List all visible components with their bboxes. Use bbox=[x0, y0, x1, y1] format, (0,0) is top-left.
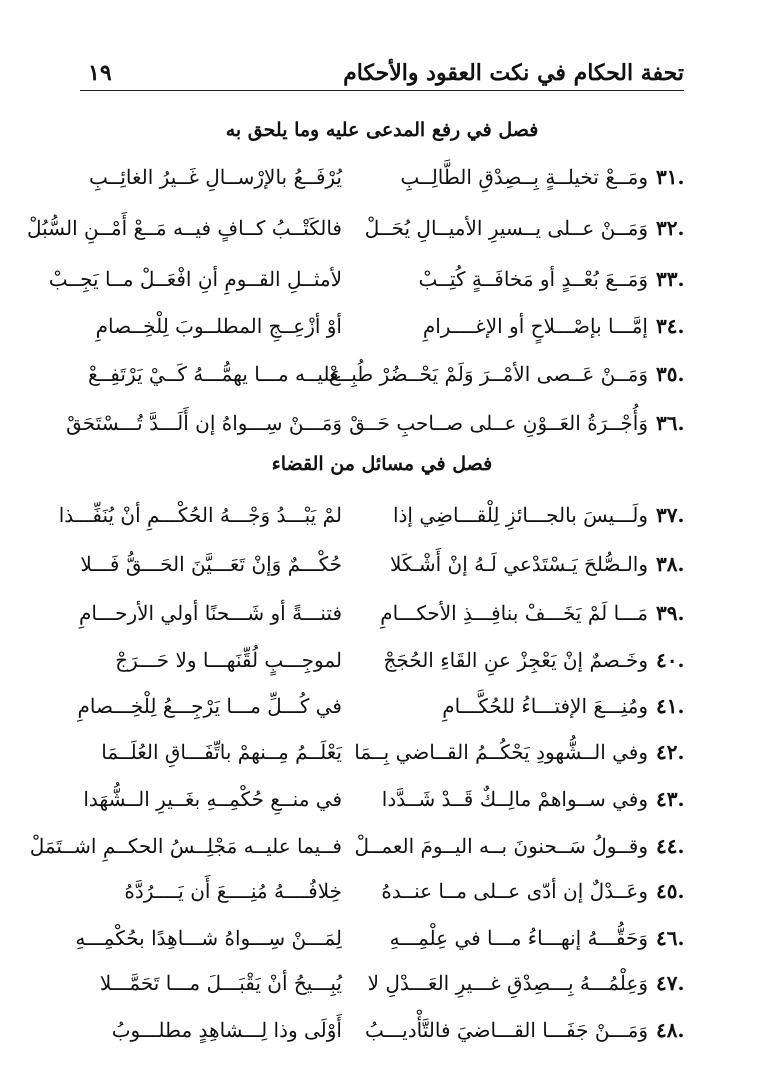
verse-number: ٤١. bbox=[656, 694, 685, 718]
verse-line bbox=[29, 826, 700, 866]
verse-line bbox=[70, 306, 700, 346]
second-hemistich: خِلافُــــهُ مُنِــــعَ أَن يَــــرُدَّهُ bbox=[124, 879, 342, 903]
verse-line bbox=[70, 1010, 700, 1050]
second-hemistich: فــيما عليــه مَجْلِــسُ الحكــمِ اشــتَمَلْ bbox=[29, 834, 342, 858]
second-hemistich: يُرْفَــعُ بالإرْســالِ غَــيرُ الغائِــبِ bbox=[89, 165, 342, 189]
second-hemistich: حُكْـــمٌ وَإنْ تَعَـــيَّنَ الحَـــقُّ فَـــلا bbox=[80, 552, 342, 576]
second-hemistich: لمْ يَبْـــدُ وَجْـــهُ الحُكْـــمِ أنْ يُنَفِّـــذا bbox=[58, 503, 342, 527]
verse-number: ٤٨. bbox=[656, 1018, 685, 1042]
verse-line bbox=[66, 403, 700, 443]
verse-line bbox=[70, 871, 700, 911]
verse-line bbox=[70, 157, 700, 197]
verse-line bbox=[70, 918, 700, 958]
page-header bbox=[80, 58, 684, 91]
verse-line bbox=[70, 779, 700, 819]
first-hemistich: وفي ســواهمْ مالِــكٌ قَــدْ شَــدَّدا bbox=[381, 787, 648, 811]
verse-line bbox=[70, 354, 700, 394]
first-hemistich: وَمَــنْ عــلى يــسيرِ الأميــالِ يُحَــلْ bbox=[364, 216, 648, 240]
verse-number: ٣٦. bbox=[656, 411, 685, 435]
verse-number: ٣١. bbox=[656, 165, 685, 189]
first-hemistich: وخَـصمٌ إنْ يَعْجِزْ عنِ القَاءِ الحُجَجْ bbox=[383, 648, 648, 672]
verse-number: ٣٥. bbox=[656, 362, 685, 386]
second-hemistich: فالكَتْــبُ كــافٍ فيــه مَــعْ أَمْــنِ السُّبُلْ bbox=[26, 216, 342, 240]
first-hemistich: والـصُّلحَ يَـسْتَدْعي لَـهُ إنْ أَشْـكَلا bbox=[390, 552, 648, 576]
section-heading: فصل في رفع المدعى عليه وما يلحق به bbox=[225, 119, 539, 141]
running-title: تحفة الحكام في نكت العقود والأحكام bbox=[343, 60, 684, 86]
second-hemistich: يُبِـــيحُ أنْ يَقْبَـــلَ مـــا تَحَمَّـــلا bbox=[99, 971, 342, 995]
first-hemistich: وعَــدْلٌ إن أدّى عــلى مــا عنــدهُ bbox=[381, 879, 648, 903]
verse-number: ٤٥. bbox=[656, 879, 685, 903]
second-hemistich: لأمثــلِ القــومِ أنِ افْعَــلْ مــا يَجِــبْ bbox=[48, 267, 342, 291]
verse-line bbox=[70, 640, 700, 680]
verse-number: ٤٤. bbox=[656, 834, 685, 858]
verse-number: ٣٣. bbox=[656, 267, 685, 291]
first-hemistich: ولَـــيسَ بالجـــائزِ لِلْقـــاضِي إذا bbox=[392, 503, 648, 527]
second-hemistich: أوْ أزْعِــجِ المطلــوبَ لِلْخِــصامِ bbox=[95, 314, 342, 338]
first-hemistich: وَحَقُّـــهُ إنهـــاءُ مـــا في عِلْمِـــهِ bbox=[389, 926, 648, 950]
first-hemistich: وقــولُ سَــحنونَ بــه اليــومَ العمــلْ bbox=[354, 834, 648, 858]
verse-number: ٤٣. bbox=[656, 787, 685, 811]
verse-number: ٣٢. bbox=[656, 216, 685, 240]
first-hemistich: وَمَــعَ بُعْــدٍ أو مَخافَــةٍ كُتِــبْ bbox=[418, 267, 648, 291]
verse-line bbox=[26, 208, 700, 248]
second-hemistich: أَوْلَى وذا لِـــشاهِدٍ مطلـــوبُ bbox=[111, 1018, 342, 1042]
verse-line bbox=[70, 963, 700, 1003]
verse-number: ٤٢. bbox=[656, 740, 685, 764]
first-hemistich: مَـــا لَمْ يَخَـــفْ بنافِـــذِ الأحكـــامِ bbox=[380, 601, 648, 625]
first-hemistich: وفي الــشُّهودِ يَحْكُــمُ القــاضي بِــمَا bbox=[354, 740, 648, 764]
second-hemistich: لِمَـــنْ سِـــواهُ شـــاهِدًا بحُكْمِـــهِ bbox=[75, 926, 342, 950]
verse-number: ٣٨. bbox=[656, 552, 685, 576]
second-hemistich: يَعْلَــمُ مِــنهمْ باتِّفَـــاقِ العُلَــمَا bbox=[101, 740, 342, 764]
verse-line bbox=[70, 732, 700, 772]
verse-number: ٣٤. bbox=[656, 314, 685, 338]
first-hemistich: ومَــعْ تخيلــةٍ بِــصِدْقِ الطَّالِــبِ bbox=[400, 165, 648, 189]
second-hemistich: لموجِـــبٍ لُقِّنَهـــا ولا حَـــرَجْ bbox=[115, 648, 342, 672]
first-hemistich: وَأُجْــرَةُ العَــوْنِ عــلى صــاحبِ حَــقْ bbox=[349, 411, 648, 435]
second-hemistich: فتنـــةً أو شَـــحنًا أولي الأرحـــامِ bbox=[79, 601, 342, 625]
verse-line bbox=[70, 686, 700, 726]
second-hemistich: عليــه مـــا يهمُّـــهُ كَــيْ يَرْتَفِــعْ bbox=[87, 362, 342, 386]
first-hemistich: إمَّـــا بإصْـــلاحٍ أو الإغــــرامِ bbox=[422, 314, 648, 338]
verse-number: ٤٠. bbox=[656, 648, 685, 672]
verse-line bbox=[70, 593, 700, 633]
section-heading: فصل في مسائل من القضاء bbox=[271, 453, 493, 475]
second-hemistich: وَمَـــنْ سِـــواهُ إن أَلَـــدَّ تُـــسْتَحَقْ bbox=[66, 411, 342, 435]
verse-number: ٤٧. bbox=[656, 971, 685, 995]
first-hemistich: وَعِلْمُـــهُ بِـــصِدْقِ غـــيرِ العَـــدْلِ لا bbox=[367, 971, 648, 995]
first-hemistich: وَمَـــنْ جَفَـــا القـــاضيَ فالتَّأْديـــبُ bbox=[364, 1018, 648, 1042]
page-number: ١٩ bbox=[88, 60, 112, 86]
verse-number: ٣٩. bbox=[656, 601, 685, 625]
second-hemistich: في منــعِ حُكْمِــهِ بغَــيرِ الــشُّهَدا bbox=[83, 787, 342, 811]
verse-line bbox=[58, 495, 700, 535]
first-hemistich: وَمَــنْ عَــصى الأمْــرَ وَلَمْ يَحْــضُرْ طُبِــعْ bbox=[328, 362, 648, 386]
verse-line bbox=[48, 259, 700, 299]
second-hemistich: في كُـــلِّ مـــا يَرْجِـــعُ لِلْخِـــصامِ bbox=[77, 694, 342, 718]
verse-number: ٣٧. bbox=[656, 503, 685, 527]
verse-number: ٤٦. bbox=[656, 926, 685, 950]
first-hemistich: ومُنِـــعَ الإفتـــاءُ للحُكَّـــامِ bbox=[442, 694, 648, 718]
verse-line bbox=[70, 544, 700, 584]
